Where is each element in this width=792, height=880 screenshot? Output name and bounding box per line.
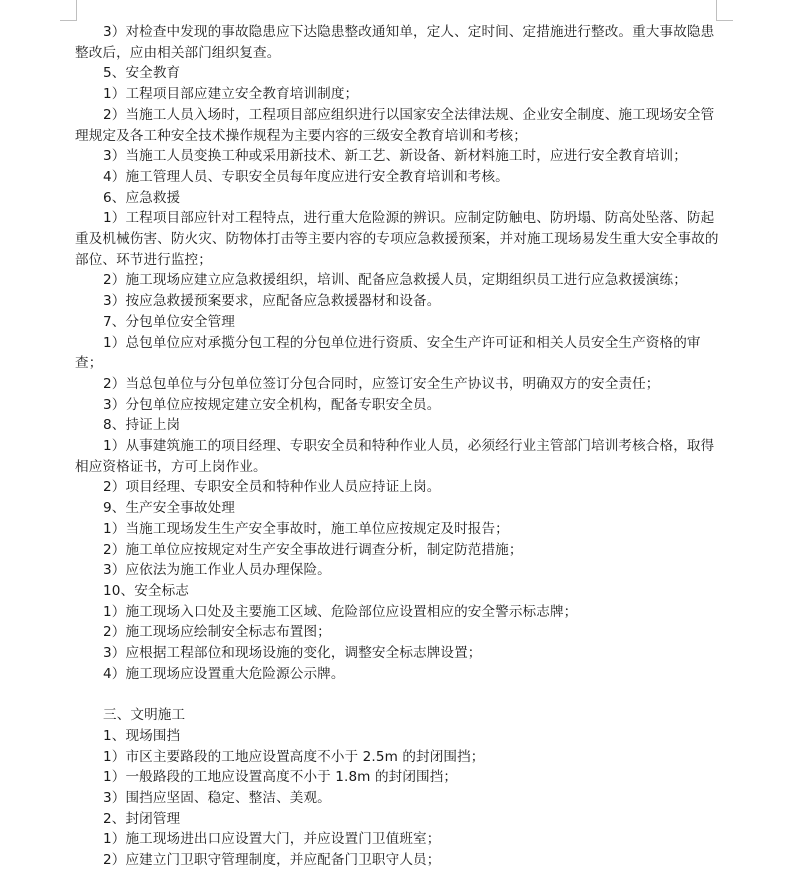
paragraph: 3）应依法为施工作业人员办理保险。 [103, 562, 331, 579]
paragraph: 2）应建立门卫职守管理制度，并应配备门卫职守人员； [103, 852, 441, 869]
paragraph: 三、文明施工 [103, 707, 186, 724]
paragraph: 3）分包单位应按规定建立安全机构，配备专职安全员。 [103, 396, 441, 413]
document-body [75, 22, 723, 871]
paragraph: 1）施工现场入口处及主要施工区域、危险部位应设置相应的安全警示标志牌； [103, 603, 578, 620]
paragraph: 2）项目经理、专职安全员和特种作业人员应持证上岗。 [103, 479, 441, 496]
paragraph: 2）施工现场应建立应急救援组织，培训、配备应急救援人员，定期组织员工进行应急救援演练； [103, 272, 687, 289]
paragraph: 1）一般路段的工地应设置高度不小于 1.8m 的封闭围挡； [103, 769, 458, 786]
paragraph: 1、现场围挡 [103, 727, 181, 744]
page-corner-mark-left [60, 0, 77, 21]
paragraph: 4）施工现场应设置重大危险源公示牌。 [103, 665, 345, 682]
paragraph: 3）按应急救援预案要求，应配备应急救援器材和设备。 [103, 293, 441, 310]
paragraph: 3）对检查中发现的事故隐患应下达隐患整改通知单，定人、定时间、定措施进行整改。重大事故隐患整改后，应由相关部门组织复查。 [75, 24, 715, 61]
paragraph: 1）市区主要路段的工地应设置高度不小于 2.5m 的封闭围挡； [103, 748, 485, 765]
paragraph: 2）施工现场应绘制安全标志布置图； [103, 624, 331, 641]
paragraph: 1）当施工现场发生生产安全事故时，施工单位应按规定及时报告； [103, 520, 509, 537]
paragraph: 2）当总包单位与分包单位签订分包合同时，应签订安全生产协议书，明确双方的安全责任； [103, 375, 660, 392]
blank-line [75, 685, 723, 706]
paragraph: 1）从事建筑施工的项目经理、专职安全员和特种作业人员，必须经行业主管部门培训考核合格，取得相应资格证书，方可上岗作业。 [75, 438, 715, 475]
paragraph: 7、分包单位安全管理 [103, 313, 235, 330]
page-corner-mark-right [716, 0, 733, 21]
paragraph: 1）总包单位应对承揽分包工程的分包单位进行资质、安全生产许可证和相关人员安全生产资格的审查； [75, 334, 701, 372]
paragraph: 2、封闭管理 [103, 810, 181, 827]
paragraph: 10、安全标志 [103, 582, 189, 599]
paragraph: 2）当施工人员入场时，工程项目部应组织进行以国家安全法律法规、企业安全制度、施工现场安全管理规定及各工种安全技术操作规程为主要内容的三级安全教育培训和考核； [75, 106, 715, 144]
paragraph: 1）工程项目部应建立安全教育培训制度； [103, 86, 359, 103]
paragraph: 4）施工管理人员、专职安全员每年度应进行安全教育培训和考核。 [103, 168, 509, 185]
paragraph: 3）应根据工程部位和现场设施的变化，调整安全标志牌设置； [103, 645, 482, 662]
paragraph: 1）工程项目部应针对工程特点，进行重大危险源的辨识。应制定防触电、防坍塌、防高处坠落、防起重及机械伤害、防火灾、防物体打击等主要内容的专项应急救援预案，并对施工现场易发生重大安全事故的部位、环节进行监控； [75, 210, 719, 268]
paragraph: 2）施工单位应按规定对生产安全事故进行调查分析，制定防范措施； [103, 541, 523, 558]
paragraph: 1）施工现场进出口应设置大门，并应设置门卫值班室； [103, 831, 441, 848]
paragraph: 9、生产安全事故处理 [103, 500, 235, 517]
paragraph: 6、应急救援 [103, 189, 181, 206]
paragraph: 3）当施工人员变换工种或采用新技术、新工艺、新设备、新材料施工时，应进行安全教育培训； [103, 148, 687, 165]
paragraph: 5、安全教育 [103, 65, 181, 82]
paragraph: 8、持证上岗 [103, 417, 181, 434]
paragraph: 3）围挡应坚固、稳定、整洁、美观。 [103, 790, 331, 806]
